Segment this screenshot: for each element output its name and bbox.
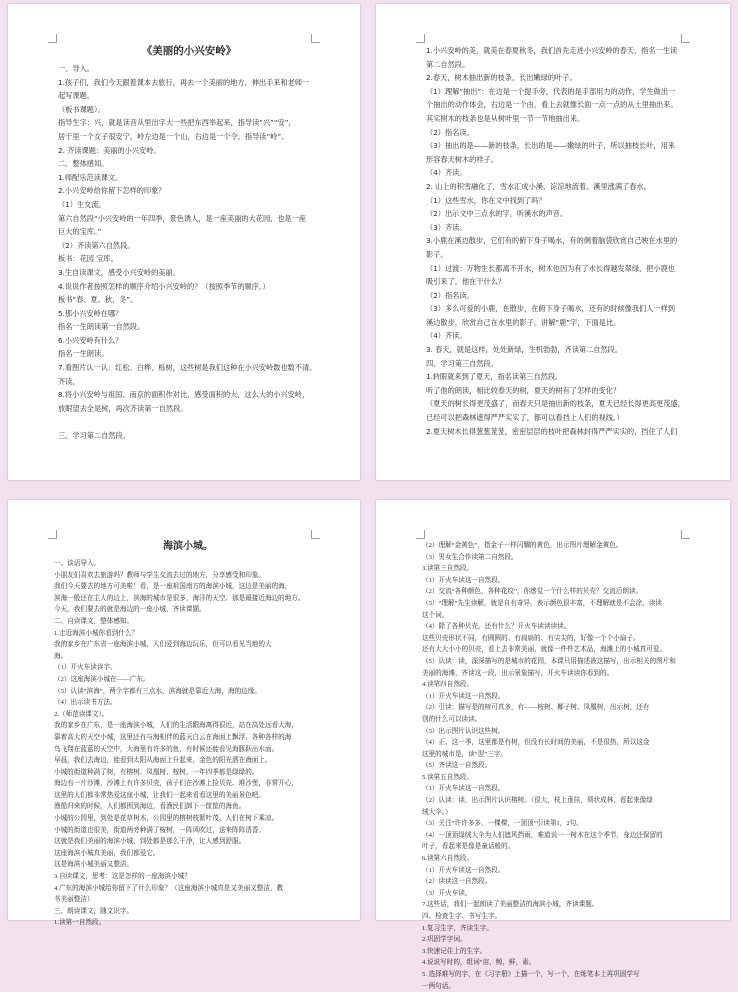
text-line: （4）正、这一季，这里都是有树，但没有长时间的美丽，不是很热，所以这金	[422, 739, 650, 747]
text-line: 这里的城市是，读“翌”三字。	[422, 750, 507, 758]
text-line: 5.那小兴安岭在哪？	[58, 308, 123, 318]
text-line: （5）齐读这一自然段。	[422, 762, 492, 770]
text-line: 1.读第一自然段。	[54, 919, 106, 927]
text-line: 小城的街道也很美，街道两旁种满了桉树，一阵风吹过，送来阵阵清香。	[54, 826, 265, 834]
margin-corner-mark	[416, 34, 425, 43]
text-line: 4.广东的海滨小城给你留下了什么印象？（这座海滨小城真是又美丽又整洁，教	[54, 884, 284, 892]
text-line: 小城的公园里，到处是花草树木，公园里的榕树枝繁叶茂，人们在树下乘凉。	[54, 815, 279, 823]
text-line: （4）齐读。	[426, 168, 467, 178]
page-content	[58, 42, 320, 443]
text-line: （1）开火车读这一自然段。	[422, 866, 505, 874]
text-line: 鸟飞翔在蓝蓝的天空中，大海里有许多的鱼，有时候还能看见海豚跃出水面。	[54, 745, 279, 753]
text-line: 2.春天，树木抽出新的枝条，长出嫩绿的叶子。	[426, 73, 577, 83]
text-line: （3）认读“滨海”，两个字都有三点水，滨海就是靠近大海，海的边缘。	[54, 687, 261, 695]
text-line: 5.读第五自然段。	[422, 773, 474, 781]
text-line: 已经可以把森林遮得严严实实了，都可以看挡上人们的视线。）	[426, 413, 624, 423]
text-lines	[426, 44, 690, 438]
text-line: 四、检查生字、书写生字。	[422, 913, 502, 920]
text-line: 三、朗读课文，随文识字。	[54, 907, 134, 915]
text-line: 渔船归来的时候，人们都围到海边，看渔民们卸下一筐筐的海鱼。	[54, 803, 246, 811]
page-content	[54, 538, 322, 929]
page-content	[426, 44, 690, 438]
text-line	[58, 415, 320, 429]
text-line: 2. 齐读课题：美丽的小兴安岭。	[58, 145, 161, 155]
text-line: （1）开火车读这一自然段。	[422, 785, 505, 793]
text-line: 3.小鹿在溪边散步，它们有的俯下身子喝水，有的侧着脑袋欣赏自己映在水里的	[426, 236, 678, 246]
text-line: 这个词。	[422, 611, 449, 619]
text-line: 第二自然段。	[426, 59, 470, 69]
lesson-title: 海滨小城。	[163, 541, 213, 552]
text-line: （2）这座海滨小城在——广东。	[54, 675, 150, 683]
text-line: 美丽的海滩，齐读这一段，出示景象描写，开火车读读你看到的。	[422, 669, 614, 677]
text-line: 别的什么可以读读。	[422, 715, 482, 723]
text-line: 1.转眼就来到了夏天，指名读第三自然段。	[426, 372, 563, 382]
text-line: 形容春天树木的样子。	[426, 154, 498, 164]
text-line: 4.说说写时的，组词“亩，鲸，鲜，素。	[422, 959, 536, 967]
text-line: （1）这些雪水，你在文中找到了吗？	[426, 195, 546, 205]
text-line: 7.这些话，我们一起朗读了美丽整洁的海滨小城，齐读课题。	[422, 901, 599, 909]
text-line: 齐读。	[58, 376, 80, 386]
text-line: 滨海一般还在主人的边上，滨海的城市是很多，海洋的天空、那是最接近海边的地方。	[54, 594, 305, 602]
text-line: 3. 春天，就是这样，处处新绿，生机勃勃，齐读第二自然段。	[426, 345, 623, 355]
text-line: 起写课题。	[58, 91, 94, 101]
text-line: 8.将小兴安岭与祖国、南京的面积作对比，感受面积的大，这么大的小兴安岭，	[58, 390, 310, 400]
text-line: 靠着高大的天空小城，这里还有与海相伴的蓝天白云在海面上飘浮，各种各样的海	[54, 733, 292, 741]
text-line: 3.读第三自然段。	[422, 565, 474, 573]
text-line: （3）多么可爱的小鹿，在散步，在俯下身子喝水，还有的时候像我们人一样到	[426, 304, 675, 314]
text-line: 板书“春、夏、秋、冬”。	[58, 295, 138, 305]
text-line: （4）除了各种贝壳，还有什么？开火车读读读读。	[422, 623, 571, 631]
text-line: 二、自读课文，整体感知。	[54, 617, 134, 625]
text-line: （2）理解“金黄色”，指金子一样闪耀的黄色，出示图片理解金黄色。	[422, 542, 623, 549]
text-line: 我的家乡在广东省一座海滨小城，人们爱到海边玩乐，但可以看见当地的大	[54, 641, 272, 649]
text-line: 还有大大小小的贝壳，看上去非常美丽，就像一件件艺术品，海滩上的小城真可爱。	[422, 646, 666, 654]
text-line: 1.孩子们，我们今天跟着课本去旅行，再去一个美丽的地方，伸出手来和老师一	[58, 77, 310, 87]
text-line: 二、整体感知。	[58, 159, 109, 169]
text-line: 海边有一片沙滩，沙滩上有许多贝壳，孩子们在沙滩上捡贝壳、堆沙堡，非常开心，	[54, 780, 298, 788]
text-line: （板书课题）。	[58, 104, 105, 114]
text-line: （夏天的树长得更茂盛了，而春天只是抽出新的枝条，夏天已经长得更高更茂盛，	[426, 399, 685, 409]
text-line: 溪边散步，欣赏自己在水里的影子。讲解“鹿”字，下面是比。	[426, 317, 621, 327]
text-line: （1）开火车读这一自然段。	[422, 692, 505, 700]
text-line: 1.复习生字，齐读生字。	[422, 924, 493, 932]
text-line: （3）关注“许许多多，一棵棵，一顶顶”引读第1，2句。	[422, 820, 583, 828]
text-line: （3）齐读。	[426, 222, 467, 232]
text-line: 2.巩固学字词。	[422, 936, 467, 944]
text-line: 这就是我们美丽的海滨小城，到处都是那么干净，让人感到舒服。	[54, 838, 246, 846]
text-line: 7.看图片认一认：红松、白桦、栎树，这些树是我们这种在小兴安岭数也数不清。	[58, 363, 317, 373]
text-line: 海。	[54, 652, 68, 660]
text-line: 这里的人们都非常热爱这座小城，让我们一起来看看这里的美丽景色吧。	[54, 791, 265, 799]
text-line: 书美丽整洁）	[54, 896, 94, 904]
margin-corner-mark	[681, 530, 690, 539]
text-line: 6.读第六自然段。	[422, 855, 474, 863]
text-line: （2）交流“各种颜色，各种花纹”，你感觉一个什么样的贝壳？交流后朗读。	[422, 588, 643, 596]
text-line: 5. 选择难写的字，在《习字册》上描一个，写一个，在练笔本上再巩固学写	[422, 970, 640, 978]
text-line: 这是海滨小城美丽又整洁。	[54, 861, 134, 869]
text-line: 4.说说作者按照怎样的顺序介绍小兴安岭的？（按照季节的顺序。）	[58, 281, 270, 291]
text-line: （2）引读：描写是的树可真多，有——桉树、椰子树、凤凰树，出示树，还有	[422, 704, 650, 712]
text-line: （3）“理解”先生读解，就是自有奇异，表示颜色很丰富，不理解就是不会涂，读读	[422, 599, 662, 607]
text-line: 这些贝壳形状不同，有圆圆的、有扁扁的、有尖尖的，好像一个个小扇子。	[422, 634, 640, 642]
text-line: （3）男女生合作读第二自然段。	[422, 553, 518, 561]
text-line: 这座海滨小城真美丽，我们都爱它。	[54, 849, 160, 857]
text-line: 吸引来了，他在干什么？	[426, 277, 506, 287]
page-content	[422, 540, 694, 992]
text-line: 一、导入。	[58, 64, 94, 73]
text-line: （2）指名读。	[426, 127, 474, 137]
document-page-4	[376, 500, 730, 990]
text-line: 一两句话。	[422, 982, 455, 990]
text-line: （2）读读这一自然段。	[422, 878, 492, 886]
text-line: 我的家乡在广东，是一座海滨小城，人们的生活跟海离得很近，站在高处远看大海，	[54, 722, 298, 730]
text-lines	[422, 540, 694, 992]
text-line: 2.（师范读课文）。	[54, 710, 109, 718]
text-lines	[54, 558, 322, 929]
text-line: 我们今天要去的地方可美啦！看，是一座祖国南方的海滨小城，这边是美丽的海，	[54, 583, 292, 591]
text-line: （4）一顶顶绿绒大伞为人们遮风挡雨，难道说一一树木在这个季节，身边还保留的	[422, 831, 663, 839]
text-line: 6.小兴安岭有什么？	[58, 335, 123, 345]
text-line: 放眼望去全是树，再次齐读第一自然段。	[58, 403, 188, 413]
text-line: （5）认读：读，深深描写的是城市的花园，本课只用描述被这描写，出示相关的图片和	[422, 657, 676, 665]
text-line: 叶子，看起来是像是童话般的。	[422, 843, 515, 851]
text-line: （1）生交流。	[58, 199, 106, 209]
text-line: 2.夏天树木长得葱葱茏茏，密密层层的枝叶把森林封得严严实实的，挡住了人们	[426, 426, 678, 436]
document-page-2	[376, 4, 730, 480]
text-line: 指导生字：兴，就是读音从里出字大一些把东西举起来，指导读“兴”“安”，	[58, 118, 296, 128]
text-line: 绒大伞。）	[422, 808, 452, 816]
text-line: 2. 山上的积雪融化了，雪水汇成小溪，淙淙地流着。溪里涨满了春水。	[426, 181, 651, 191]
text-line: （3）出示图片认识这些树。	[422, 727, 505, 735]
document-page-1	[8, 4, 360, 480]
text-line: （3）抽出的是——新的枝条，长出的是——嫩绿的叶子，所以抽枝长叶，用来	[426, 141, 675, 151]
text-line: 3.生自读课文，感受小兴安岭的美丽。	[58, 267, 180, 277]
text-line: 早晨，我们去海边，能看到太阳从海面上升起来，金色的阳光洒在海面上。	[54, 757, 272, 765]
text-line: 三、学习第二自然段。	[58, 431, 130, 441]
text-line: （1）开火车读读字。	[54, 664, 117, 672]
text-line: （2）齐读第六自然段。	[58, 240, 135, 250]
text-line: 板书：花园 宝库。	[58, 254, 118, 264]
margin-corner-mark	[681, 34, 690, 43]
text-line: （2）认读：读，出示图片认识榕树。（很大，枝上垂挂，须状成林，看起来像绿	[422, 797, 653, 805]
text-line: 其实树木的枝条也是从树叶里一节一节地抽出来。	[426, 113, 585, 123]
text-line: （2）出示文中三点水的字，听溪水的声音。	[426, 209, 568, 219]
text-line: （1）理解“抽出”：在边是一个提手旁，代表的是手部用力的动作，学生做出一	[426, 86, 676, 96]
text-line: 2.小兴安岭给你留下怎样的印象？	[58, 186, 166, 196]
text-line: 影子。	[426, 249, 448, 259]
text-line: 1.师配乐范读课文。	[58, 172, 123, 182]
text-line: 指名一生朗读。	[58, 349, 109, 359]
margin-corner-mark	[48, 34, 57, 43]
text-line: 四、学习第三自然段。	[426, 358, 498, 368]
text-lines	[58, 62, 320, 443]
text-line: 今天，我们要去的就是海边的一座小城，齐读课题。	[54, 606, 206, 614]
text-line: （4）齐读。	[426, 331, 467, 341]
text-line: 听了他的朗读，相比较春天的树，夏天的树有了怎样的变化？	[426, 385, 621, 395]
text-line: 4.读第四自然段。	[422, 681, 474, 689]
text-line: （1）过渡：万物生长都离不开水，树木也因为有了水长得越发翠绿，把小鹿也	[426, 263, 675, 273]
text-line: 第六自然段“小兴安岭的一年四季，景色诱人，是一座美丽的大花园，也是一座	[58, 213, 307, 223]
text-line: （1）开火车读这一自然段。	[422, 576, 505, 584]
text-line: 巨大的宝库。”	[58, 227, 102, 237]
text-line: 个抽出的动作体会，右边是一个由，看上去就像长面一点一点的从土里抽出来。	[426, 100, 678, 110]
text-line: 一、谈话导入。	[54, 560, 101, 567]
text-line: 3.快速记住上的生字。	[422, 947, 487, 955]
text-line: 居于里一个女子很安宁，岭左边是一个山，右边是一个令。指导读“岭”。	[58, 131, 289, 141]
lesson-title: 《美丽的小兴安岭》	[141, 45, 237, 57]
document-page-3	[8, 500, 360, 927]
text-line: （2）指名读。	[426, 290, 474, 300]
text-line: 3.自读课文，思考：这是怎样的一座海滨小城？	[54, 873, 191, 881]
text-line: 指名一生朗读第一自然段。	[58, 322, 145, 332]
text-line: 小朋友们喜欢去旅游吗？教师与学生交流去过的地方，分享感受和印象。	[54, 571, 265, 579]
text-line: 1.走近海滨小城你看到什么？	[54, 629, 139, 637]
margin-corner-mark	[416, 530, 425, 539]
text-line: （3）开火车读。	[422, 889, 472, 897]
text-line: （4）出示读书方法。	[54, 699, 117, 707]
text-line: 小城的街道种满了树，有榕树、凤凰树、桉树，一年四季都是绿绿的。	[54, 768, 259, 776]
text-line: 1.小兴安岭的美，就美在春夏秋冬，我们首先走进小兴安岭的春天，指名一生读	[426, 46, 678, 55]
